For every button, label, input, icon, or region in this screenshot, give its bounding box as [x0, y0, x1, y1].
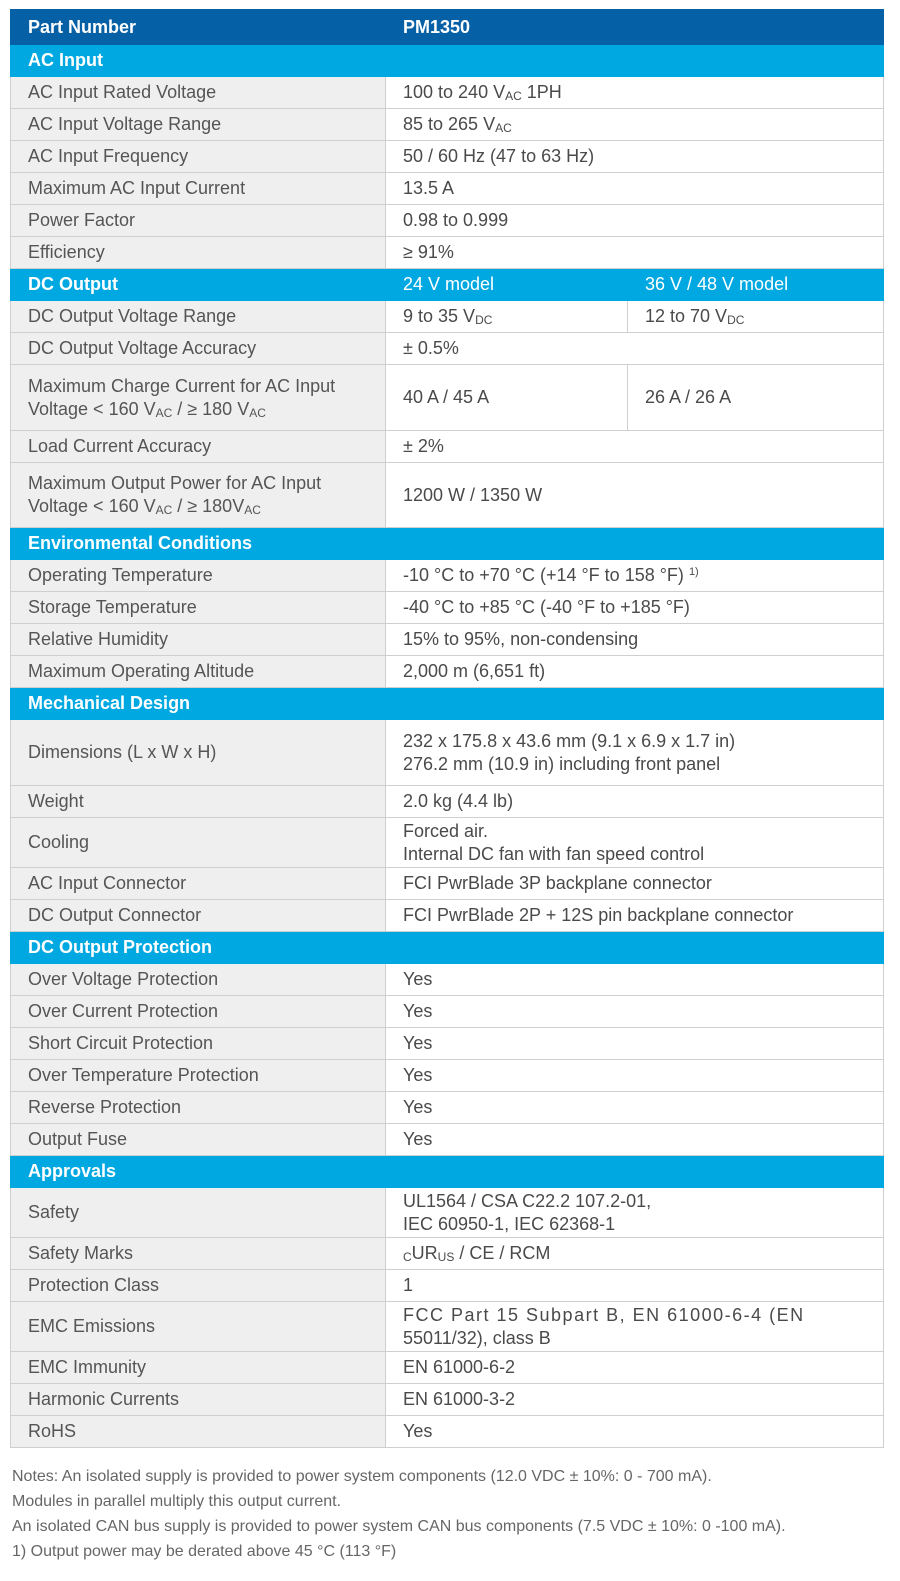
section-header-approvals: [11, 1156, 884, 1188]
row-label: Over Temperature Protection: [11, 1060, 386, 1092]
table-row: [11, 301, 884, 333]
row-label: [11, 463, 386, 528]
row-label: [11, 365, 386, 431]
section-header-dc-output: [11, 269, 884, 301]
unit-subscript: AC: [155, 503, 173, 517]
row-label: AC Input Voltage Range: [11, 109, 386, 141]
table-row: [11, 624, 884, 656]
row-label: Safety: [11, 1188, 386, 1238]
note-line: An isolated CAN bus supply is provided to power system CAN bus components (7.5 VDC ± 10%: 0 -100 mA).: [12, 1518, 786, 1535]
row-value-36-48v: 26 A / 26 A: [628, 365, 884, 431]
value-line: 276.2 mm (10.9 in) including front panel: [403, 753, 721, 774]
unit-subscript: DC: [475, 313, 493, 327]
table-row: [11, 786, 884, 818]
section-header-protection: [11, 932, 884, 964]
label-line: / ≥ 180 V: [172, 398, 250, 419]
table-row: [11, 818, 884, 868]
value-line: IEC 60950-1, IEC 62368-1: [403, 1213, 616, 1234]
unit-subscript: AC: [505, 89, 522, 103]
row-label: Safety Marks: [11, 1238, 386, 1270]
label-line: Voltage < 160 V: [28, 496, 156, 516]
value-line: 55011/32), class B: [403, 1327, 551, 1348]
row-value: 13.5 A: [386, 173, 884, 205]
value-text: -10 °C to +70 °C (+14 °F to 158 °F): [403, 565, 684, 585]
row-label: Operating Temperature: [11, 560, 386, 592]
table-row: [11, 1302, 884, 1352]
table-row: [11, 1124, 884, 1156]
table-row: [11, 1060, 884, 1092]
row-value: 1: [386, 1270, 884, 1302]
section-title: DC Output Protection: [11, 932, 884, 964]
table-row: [11, 592, 884, 624]
row-value: [386, 1188, 884, 1238]
row-value: 0.98 to 0.999: [386, 205, 884, 237]
section-title: Mechanical Design: [11, 688, 884, 720]
unit-subscript: AC: [244, 503, 261, 517]
note-line: Notes: An isolated supply is provided to power system components (12.0 VDC ± 10%: 0 - 700 mA).: [12, 1468, 712, 1485]
section-header-ac-input: [11, 45, 884, 77]
row-label: Output Fuse: [11, 1124, 386, 1156]
table-row: [11, 1416, 884, 1448]
note-line: Modules in parallel multiply this output current.: [12, 1493, 342, 1510]
row-label: RoHS: [11, 1416, 386, 1448]
value-line: FCC Part 15 Subpart B, EN 61000-6-4 (EN: [403, 1304, 805, 1325]
row-label: DC Output Voltage Range: [11, 301, 386, 333]
row-value: 15% to 95%, non-condensing: [386, 624, 884, 656]
row-value: Yes: [386, 1416, 884, 1448]
table-row: [11, 1238, 884, 1270]
row-label: Load Current Accuracy: [11, 431, 386, 463]
row-label: Cooling: [11, 818, 386, 868]
table-row: [11, 333, 884, 365]
row-value: ± 0.5%: [386, 333, 884, 365]
table-row: [11, 996, 884, 1028]
table-row: [11, 463, 884, 528]
part-number-label: Part Number: [11, 10, 386, 45]
table-row: [11, 1352, 884, 1384]
row-label: Relative Humidity: [11, 624, 386, 656]
row-label: Maximum Operating Altitude: [11, 656, 386, 688]
part-number-value: PM1350: [386, 10, 884, 45]
label-line: Maximum Output Power for AC Input: [28, 473, 322, 493]
table-row: [11, 656, 884, 688]
model-column-24v: 24 V model: [386, 269, 628, 301]
row-value: Yes: [386, 1092, 884, 1124]
value-text: 9 to 35 V: [403, 306, 476, 326]
row-value: EN 61000-6-2: [386, 1352, 884, 1384]
row-label: Dimensions (L x W x H): [11, 720, 386, 786]
row-label: AC Input Connector: [11, 868, 386, 900]
row-value-24v: [386, 301, 628, 333]
row-value: EN 61000-3-2: [386, 1384, 884, 1416]
section-title: AC Input: [11, 45, 884, 77]
table-row: [11, 900, 884, 932]
row-value: FCI PwrBlade 3P backplane connector: [386, 868, 884, 900]
row-value: ± 2%: [386, 431, 884, 463]
row-value: Yes: [386, 1060, 884, 1092]
row-value: 2,000 m (6,651 ft): [386, 656, 884, 688]
footnote-marker: 1): [688, 566, 699, 578]
ur-mark: UR: [411, 1243, 438, 1263]
table-row: [11, 237, 884, 269]
row-label: Protection Class: [11, 1270, 386, 1302]
row-label: Over Voltage Protection: [11, 964, 386, 996]
unit-subscript: DC: [727, 313, 745, 327]
value-line: Internal DC fan with fan speed control: [403, 843, 705, 864]
row-label: AC Input Rated Voltage: [11, 77, 386, 109]
table-row: [11, 1188, 884, 1238]
table-row: [11, 431, 884, 463]
notes-section: [12, 1464, 892, 1564]
row-label: EMC Emissions: [11, 1302, 386, 1352]
row-label: Reverse Protection: [11, 1092, 386, 1124]
row-value-36-48v: [628, 301, 884, 333]
row-value: Yes: [386, 1124, 884, 1156]
table-row: [11, 1092, 884, 1124]
table-row: [11, 720, 884, 786]
row-value: [386, 720, 884, 786]
table-row: [11, 1270, 884, 1302]
section-header-environmental: [11, 528, 884, 560]
table-row: [11, 109, 884, 141]
row-value: Yes: [386, 1028, 884, 1060]
label-line: Maximum Charge Current for AC Input: [28, 375, 336, 396]
table-row: [11, 205, 884, 237]
row-label: Storage Temperature: [11, 592, 386, 624]
section-title: DC Output: [11, 269, 386, 301]
row-value-24v: 40 A / 45 A: [386, 365, 628, 431]
row-value: ≥ 91%: [386, 237, 884, 269]
section-title: Environmental Conditions: [11, 528, 884, 560]
spec-table: [10, 9, 884, 1448]
row-label: EMC Immunity: [11, 1352, 386, 1384]
row-value: 2.0 kg (4.4 lb): [386, 786, 884, 818]
label-line: / ≥ 180V: [172, 496, 245, 516]
mark-prefix: C: [403, 1250, 412, 1264]
value-text: / CE / RCM: [454, 1243, 551, 1263]
value-line: UL1564 / CSA C22.2 107.2-01,: [403, 1190, 652, 1211]
row-label: Short Circuit Protection: [11, 1028, 386, 1060]
label-line: Voltage < 160 V: [28, 398, 156, 419]
table-row: [11, 1028, 884, 1060]
mark-suffix: US: [437, 1250, 455, 1264]
table-row: [11, 1384, 884, 1416]
row-label: Over Current Protection: [11, 996, 386, 1028]
value-line: Forced air.: [403, 820, 489, 841]
table-row: [11, 141, 884, 173]
value-line: 232 x 175.8 x 43.6 mm (9.1 x 6.9 x 1.7 in): [403, 730, 736, 751]
part-number-row: [11, 10, 884, 45]
row-value: 50 / 60 Hz (47 to 63 Hz): [386, 141, 884, 173]
row-value: [386, 818, 884, 868]
table-row: [11, 173, 884, 205]
note-line: 1) Output power may be derated above 45 °C (113 °F): [12, 1543, 397, 1560]
unit-subscript: AC: [495, 121, 512, 135]
row-value: Yes: [386, 996, 884, 1028]
row-value: [386, 1238, 884, 1270]
row-value: -40 °C to +85 °C (-40 °F to +185 °F): [386, 592, 884, 624]
section-header-mechanical: [11, 688, 884, 720]
row-value: [386, 109, 884, 141]
row-value: [386, 77, 884, 109]
table-row: [11, 77, 884, 109]
table-row: [11, 964, 884, 996]
row-label: Weight: [11, 786, 386, 818]
row-label: DC Output Connector: [11, 900, 386, 932]
value-text: 12 to 70 V: [645, 306, 728, 326]
row-value: Yes: [386, 964, 884, 996]
row-label: Power Factor: [11, 205, 386, 237]
section-title: Approvals: [11, 1156, 884, 1188]
row-label: DC Output Voltage Accuracy: [11, 333, 386, 365]
row-value: [386, 560, 884, 592]
value-text: 100 to 240 V: [403, 82, 506, 102]
table-row: [11, 868, 884, 900]
row-value: 1200 W / 1350 W: [386, 463, 884, 528]
unit-subscript: AC: [155, 405, 173, 420]
value-text: 85 to 265 V: [403, 114, 496, 134]
table-row: [11, 365, 884, 431]
row-label: AC Input Frequency: [11, 141, 386, 173]
row-label: Maximum AC Input Current: [11, 173, 386, 205]
row-label: Harmonic Currents: [11, 1384, 386, 1416]
table-row: [11, 560, 884, 592]
value-text: 1PH: [521, 82, 562, 102]
row-value: [386, 1302, 884, 1352]
unit-subscript: AC: [249, 405, 266, 420]
row-label: Efficiency: [11, 237, 386, 269]
row-value: FCI PwrBlade 2P + 12S pin backplane connector: [386, 900, 884, 932]
model-column-36-48v: 36 V / 48 V model: [628, 269, 884, 301]
